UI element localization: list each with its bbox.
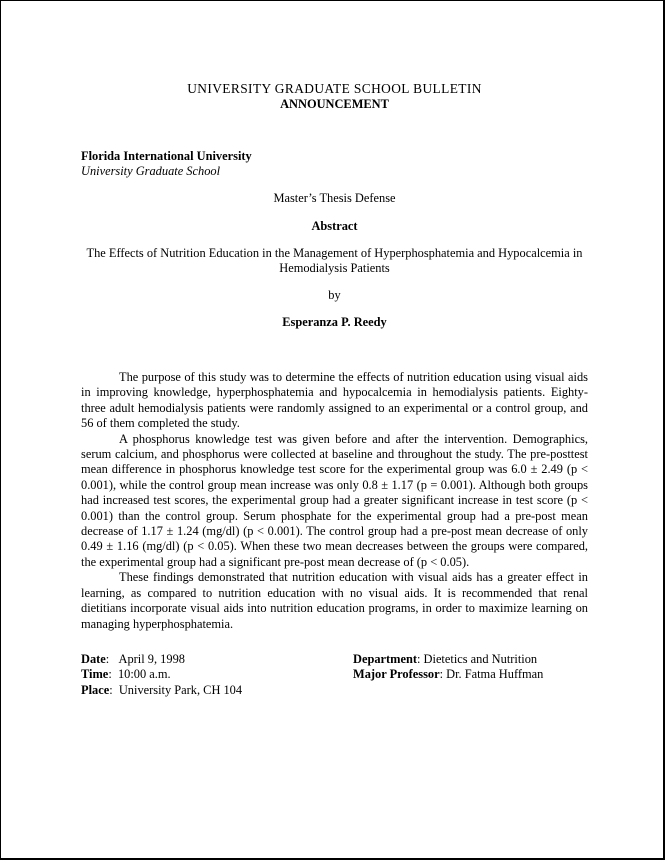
abstract-paragraph: These findings demonstrated that nutrition education with visual aids has a greater effect in learning, as compared to nutrition education with no visual aids. It is recommended that renal dietitians incorporate visual aids into nutrition education programs, in order to maximize learning on managing hyperphosphatemia. [81,570,588,631]
major-professor-label: Major Professor [353,667,440,682]
abstract-paragraph: A phosphorus knowledge test was given before and after the intervention. Demographics, serum calcium, and phosphorus were collected at baseline and throughout the study. The pre-posttest mean difference in phosphorus knowledge test score for the experimental group was 6.0 ± 2.49 (p < 0.001), while the control group mean increase was only 0.8 ± 1.17 (p = 0.001). Although both groups had increased test scores, the experimental group had a greater significant increase in test score (p < 0.001) than the control group. Serum phosphate for the experimental group had a pre-post mean decrease of 1.17 ± 1.24 (mg/dl) (p < 0.001). The control group had a pre-post mean decrease of only 0.49 ± 1.16 (mg/dl) (p < 0.05). When these two mean decreases between the groups were compared, the experimental group had a significant pre-post mean decrease of (p < 0.05). [81,431,588,569]
abstract-paragraph: The purpose of this study was to determine the effects of nutrition education using visual aids in improving knowledge, hyperphosphatemia and hypocalcemia in hemodialysis patients. Eighty-three adult hemodialysis patients were randomly assigned to an experimental or a control group, and 56 of them completed the study. [81,370,588,431]
time-label: Time [81,667,109,682]
author-name: Esperanza P. Reedy [282,315,387,329]
time-value: 10:00 a.m. [117,667,171,682]
university-name: Florida International University [81,149,252,163]
place-label: Place [81,682,110,697]
graduate-school-name: University Graduate School [81,164,221,178]
details-left-column [81,652,242,698]
place-row: Place: University Park, CH 104 [81,682,243,697]
department-row: Department: Dietetics and Nutrition [353,651,538,666]
major-professor-value: Dr. Fatma Huffman [446,667,544,682]
major-professor-row: Major Professor: Dr. Fatma Huffman [353,667,544,682]
announcement-heading: ANNOUNCEMENT [280,97,389,111]
defense-type: Master’s Thesis Defense [273,191,396,205]
bulletin-content [81,81,588,700]
thesis-title: The Effects of Nutrition Education in the Management of Hyperphosphatemia and Hypocalcemia in Hemodialysis Patients [86,246,583,275]
department-value: Dietetics and Nutrition [423,651,538,666]
defense-details [81,652,588,700]
date-row: Date: April 9, 1998 [81,651,185,666]
abstract-body [81,370,588,632]
department-label: Department [353,651,417,666]
bulletin-title: UNIVERSITY GRADUATE SCHOOL BULLETIN [187,81,482,96]
details-right-column [353,652,543,683]
date-value: April 9, 1998 [118,651,185,666]
date-label: Date [81,651,106,666]
by-line: by [328,288,341,302]
abstract-heading: Abstract [311,219,358,233]
time-row: Time: 10:00 a.m. [81,667,171,682]
place-value: University Park, CH 104 [118,682,243,697]
